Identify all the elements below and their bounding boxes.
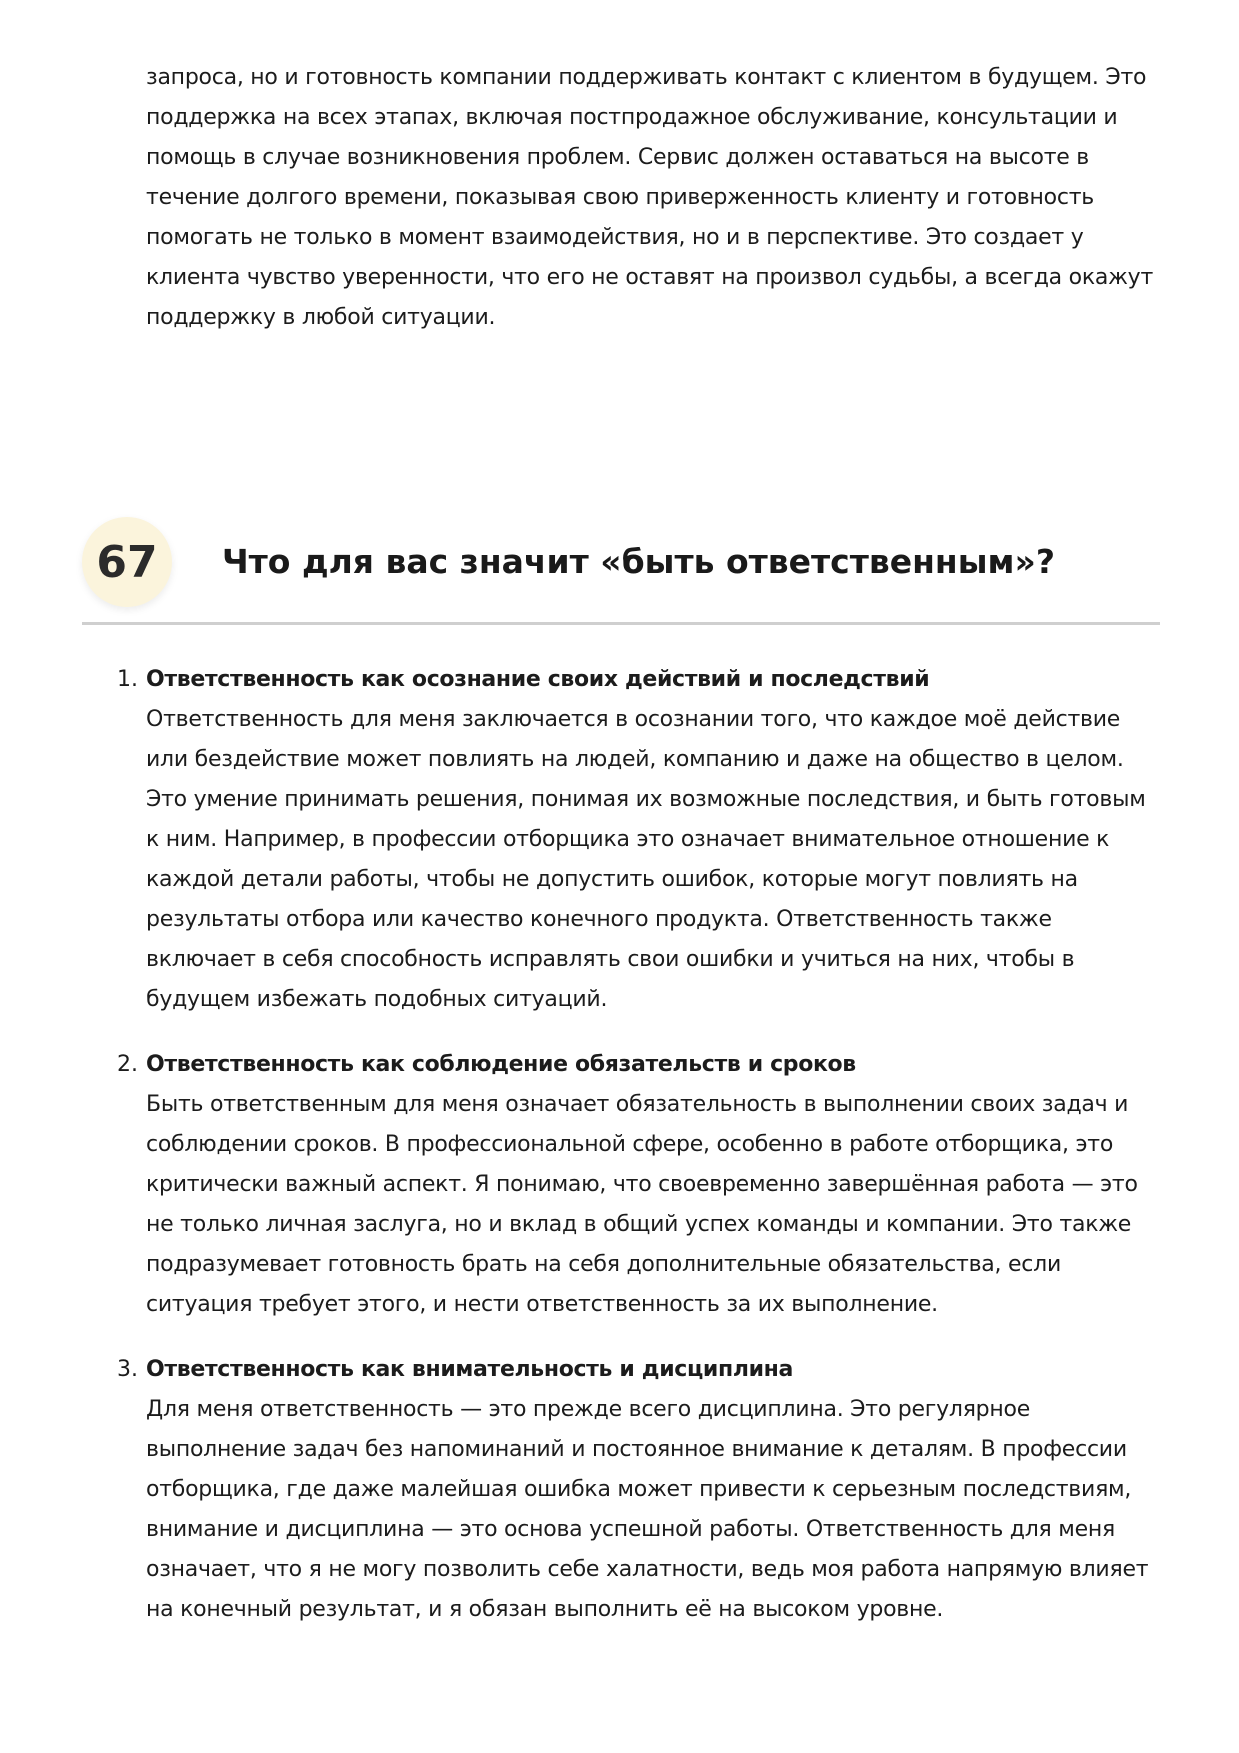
answer-item [117, 1350, 1158, 1630]
answer-heading: Ответственность как осознание своих действий и последствий [146, 667, 930, 692]
answer-heading: Ответственность как соблюдение обязательств и сроков [146, 1052, 856, 1077]
answer-item [117, 660, 1158, 1020]
answer-number: 1. [117, 667, 138, 692]
answer-list [117, 660, 1158, 1655]
question-header [82, 517, 1160, 625]
answer-heading: Ответственность как внимательность и дисциплина [146, 1357, 794, 1382]
answer-item [117, 1045, 1158, 1325]
answer-text: Ответственность для меня заключается в осознании того, что каждое моё действие или бездействие может повлиять на людей, компанию и даже на общество в целом. Это умение принимать решения, понимая их возможные последствия, и быть готовым к ним. Например, в профессии отборщика это означает внимательное отношение к каждой детали работы, чтобы не допустить ошибок, которые могут повлиять на результаты отбора или качество конечного продукта. Ответственность также включает в себя способность исправлять свои ошибки и учиться на них, чтобы в будущем избежать подобных ситуаций. [146, 707, 1146, 1012]
answer-number: 2. [117, 1052, 138, 1077]
answer-text: Быть ответственным для меня означает обязательность в выполнении своих задач и соблюдении сроков. В профессиональной сфере, особенно в работе отборщика, это критически важный аспект. Я понимаю, что своевременно завершённая работа — это не только личная заслуга, но и вклад в общий успех команды и компании. Это также подразумевает готовность брать на себя дополнительные обязательства, если ситуация требует этого, и нести ответственность за их выполнение. [146, 1092, 1138, 1317]
question-title: Что для вас значит «быть ответственным»? [222, 542, 1055, 581]
intro-paragraph: запроса, но и готовность компании поддерживать контакт с клиентом в будущем. Это поддержка на всех этапах, включая постпродажное обслуживание, консультации и помощь в случае возникновения проблем. Сервис должен оставаться на высоте в течение долгого времени, показывая свою приверженность клиенту и готовность помогать не только в момент взаимодействия, но и в перспективе. Это создает у клиента чувство уверенности, что его не оставят на произвол судьбы, а всегда окажут поддержку в любой ситуации. [146, 65, 1154, 330]
question-number-badge: 67 [82, 517, 172, 607]
answer-number: 3. [117, 1357, 138, 1382]
answer-text: Для меня ответственность — это прежде всего дисциплина. Это регулярное выполнение задач без напоминаний и постоянное внимание к деталям. В профессии отборщика, где даже малейшая ошибка может привести к серьезным последствиям, внимание и дисциплина — это основа успешной работы. Ответственность для меня означает, что я не могу позволить себе халатности, ведь моя работа напрямую влияет на конечный результат, и я обязан выполнить её на высоком уровне. [146, 1397, 1149, 1622]
